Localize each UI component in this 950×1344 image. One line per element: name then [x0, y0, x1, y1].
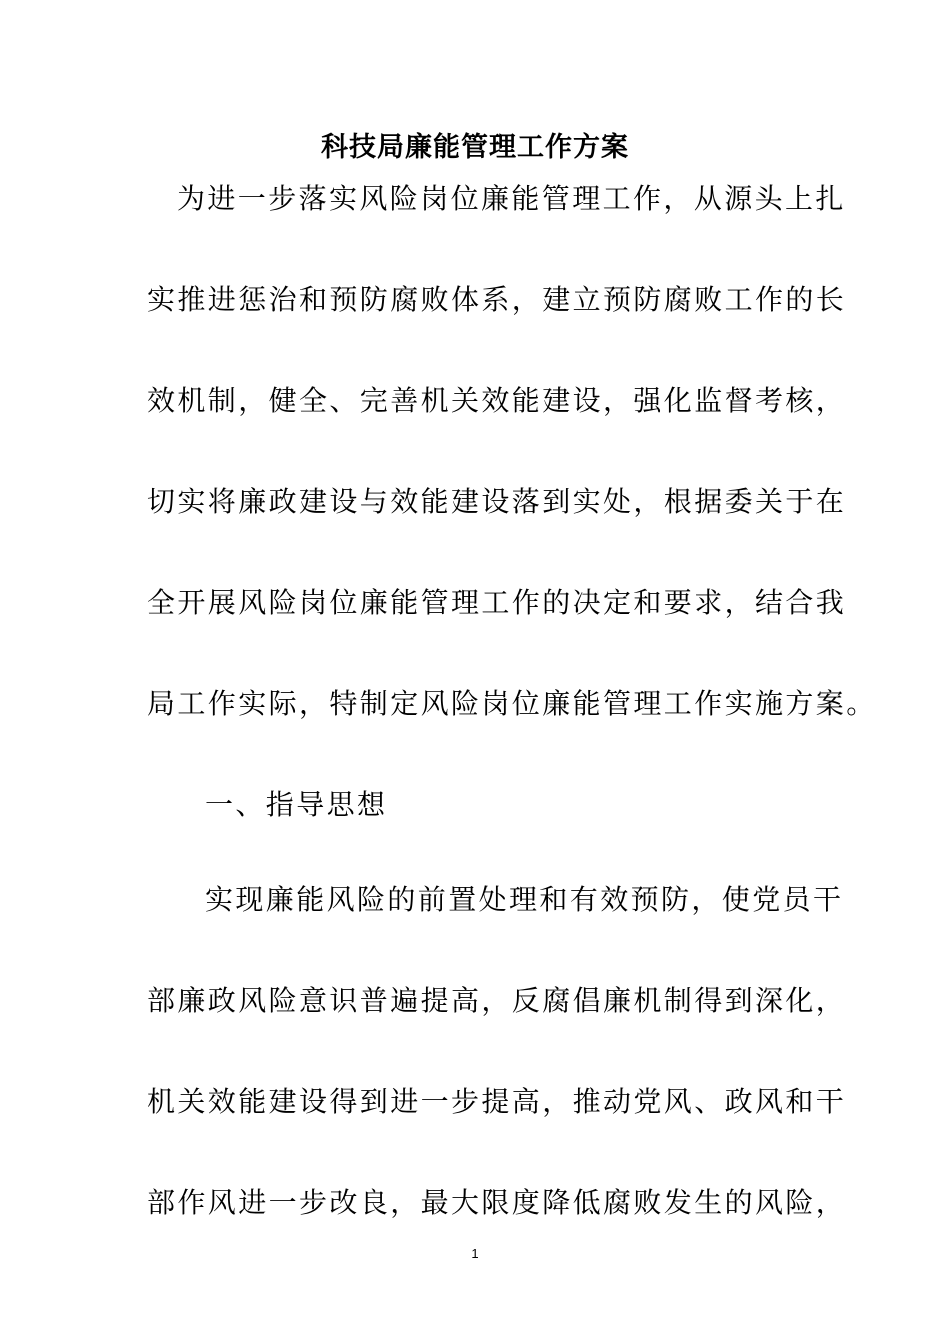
paragraph-line: 局工作实际，特制定风险岗位廉能管理工作实施方案。: [147, 687, 877, 720]
paragraph-line: 机关效能建设得到进一步提高，推动党风、政风和干: [147, 1085, 847, 1118]
paragraph-line: 全开展风险岗位廉能管理工作的决定和要求，结合我: [147, 586, 847, 619]
page-number: 1: [471, 1246, 479, 1261]
paragraph-line: 为进一步落实风险岗位廉能管理工作，从源头上扎: [177, 182, 846, 215]
paragraph-line: 部作风进一步改良，最大限度降低腐败发生的风险，: [147, 1186, 847, 1219]
paragraph-line: 效机制，健全、完善机关效能建设，强化监督考核，: [147, 384, 847, 417]
document-title: 科技局廉能管理工作方案: [321, 132, 629, 163]
paragraph-line: 实现廉能风险的前置处理和有效预防，使党员干: [205, 883, 844, 916]
paragraph-line: 实推进惩治和预防腐败体系，建立预防腐败工作的长: [147, 283, 847, 316]
paragraph-line: 部廉政风险意识普遍提高，反腐倡廉机制得到深化，: [147, 984, 847, 1017]
document-body: [147, 179, 877, 1284]
section-heading: 一、指导思想: [205, 788, 388, 821]
paragraph-line: 切实将廉政建设与效能建设落到实处，根据委关于在: [147, 485, 847, 518]
